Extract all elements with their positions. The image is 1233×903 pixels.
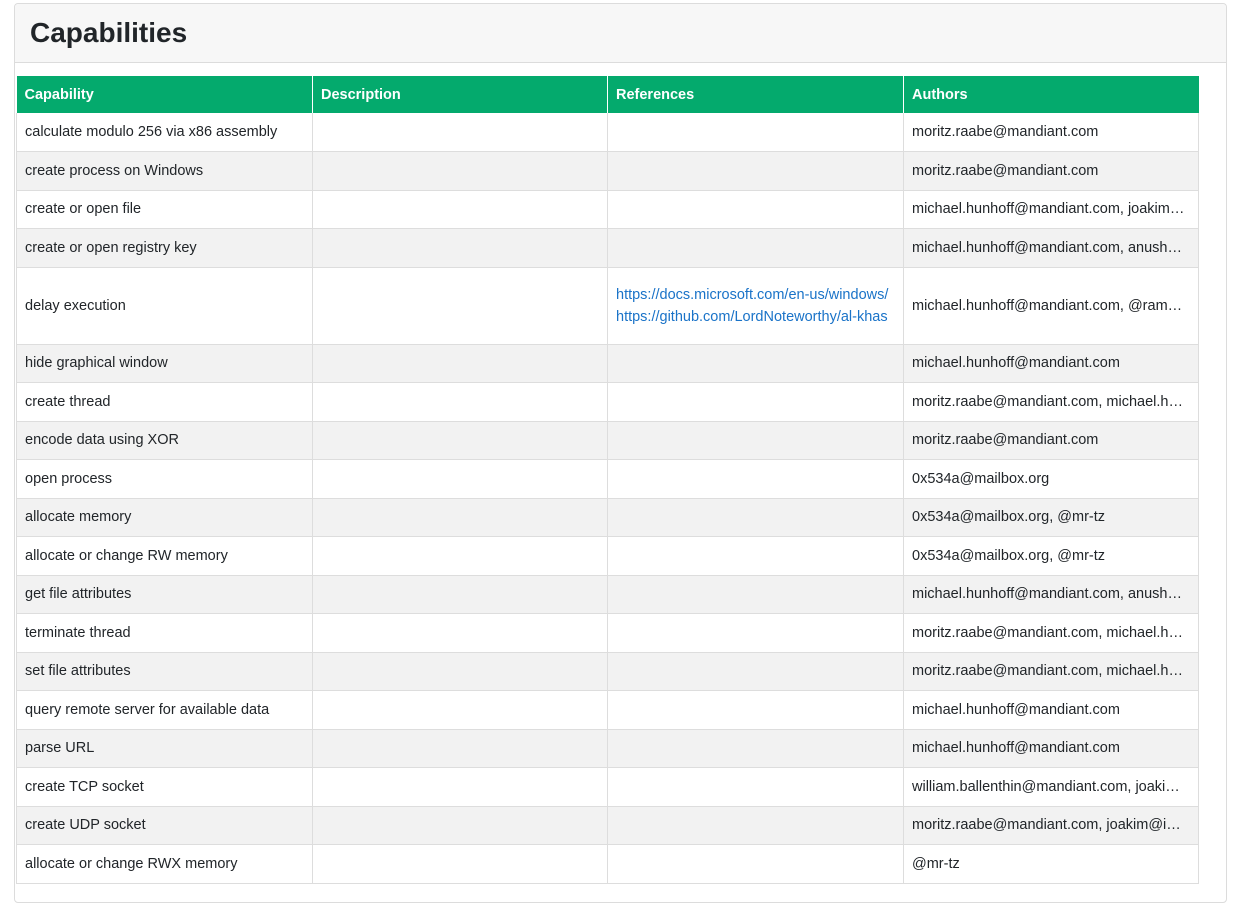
references-cell bbox=[608, 267, 904, 344]
authors-cell: michael.hunhoff@mandiant.com, anush… bbox=[904, 229, 1199, 268]
authors-cell: michael.hunhoff@mandiant.com bbox=[904, 691, 1199, 730]
description-cell bbox=[313, 421, 608, 460]
table-row bbox=[17, 460, 1199, 499]
description-cell bbox=[313, 537, 608, 576]
authors-cell: moritz.raabe@mandiant.com, michael.h… bbox=[904, 614, 1199, 653]
table-row bbox=[17, 152, 1199, 191]
references-cell bbox=[608, 614, 904, 653]
capability-cell: hide graphical window bbox=[17, 344, 313, 383]
description-cell bbox=[313, 806, 608, 845]
capability-cell: create thread bbox=[17, 383, 313, 422]
column-header-description[interactable]: Description bbox=[313, 76, 608, 113]
description-cell bbox=[313, 845, 608, 884]
table-row bbox=[17, 498, 1199, 537]
references-cell bbox=[608, 498, 904, 537]
capability-cell: open process bbox=[17, 460, 313, 499]
references-cell bbox=[608, 190, 904, 229]
capability-cell: create process on Windows bbox=[17, 152, 313, 191]
references-cell bbox=[608, 421, 904, 460]
description-cell bbox=[313, 460, 608, 499]
capability-cell: create TCP socket bbox=[17, 768, 313, 807]
table-row bbox=[17, 806, 1199, 845]
authors-cell: michael.hunhoff@mandiant.com, @ram… bbox=[904, 267, 1199, 344]
table-header bbox=[17, 76, 1199, 113]
column-header-capability[interactable]: Capability bbox=[17, 76, 313, 113]
references-cell bbox=[608, 691, 904, 730]
description-cell bbox=[313, 652, 608, 691]
table-row bbox=[17, 768, 1199, 807]
card-header bbox=[15, 4, 1226, 63]
references-cell bbox=[608, 537, 904, 576]
authors-cell: moritz.raabe@mandiant.com, joakim@i… bbox=[904, 806, 1199, 845]
capability-cell: allocate memory bbox=[17, 498, 313, 537]
capability-cell: delay execution bbox=[17, 267, 313, 344]
capability-cell: allocate or change RW memory bbox=[17, 537, 313, 576]
capability-cell: encode data using XOR bbox=[17, 421, 313, 460]
description-cell bbox=[313, 575, 608, 614]
page-title: Capabilities bbox=[30, 17, 188, 48]
authors-cell: 0x534a@mailbox.org bbox=[904, 460, 1199, 499]
description-cell bbox=[313, 729, 608, 768]
table-row bbox=[17, 729, 1199, 768]
authors-cell: moritz.raabe@mandiant.com, michael.h… bbox=[904, 652, 1199, 691]
authors-cell: michael.hunhoff@mandiant.com bbox=[904, 344, 1199, 383]
table-row bbox=[17, 344, 1199, 383]
references-cell bbox=[608, 113, 904, 152]
capabilities-table-wrapper bbox=[16, 76, 1198, 884]
authors-cell: michael.hunhoff@mandiant.com, anush… bbox=[904, 575, 1199, 614]
authors-cell: william.ballenthin@mandiant.com, joaki… bbox=[904, 768, 1199, 807]
reference-link[interactable]: https://github.com/LordNoteworthy/al-khas bbox=[616, 308, 888, 325]
capability-cell: create or open file bbox=[17, 190, 313, 229]
references-cell bbox=[608, 652, 904, 691]
references-cell bbox=[608, 460, 904, 499]
capability-cell: calculate modulo 256 via x86 assembly bbox=[17, 113, 313, 152]
table-row bbox=[17, 229, 1199, 268]
references-cell bbox=[608, 383, 904, 422]
references-cell bbox=[608, 806, 904, 845]
capabilities-table bbox=[16, 76, 1199, 884]
table-row bbox=[17, 652, 1199, 691]
reference-link[interactable]: https://docs.microsoft.com/en-us/windows/ bbox=[616, 286, 889, 303]
authors-cell: moritz.raabe@mandiant.com bbox=[904, 152, 1199, 191]
references-cell bbox=[608, 729, 904, 768]
capability-cell: get file attributes bbox=[17, 575, 313, 614]
description-cell bbox=[313, 344, 608, 383]
references-cell bbox=[608, 575, 904, 614]
table-row bbox=[17, 113, 1199, 152]
authors-cell: 0x534a@mailbox.org, @mr-tz bbox=[904, 498, 1199, 537]
references-cell bbox=[608, 229, 904, 268]
capability-cell: terminate thread bbox=[17, 614, 313, 653]
authors-cell: @mr-tz bbox=[904, 845, 1199, 884]
capability-cell: create UDP socket bbox=[17, 806, 313, 845]
authors-cell: moritz.raabe@mandiant.com bbox=[904, 421, 1199, 460]
table-body bbox=[17, 113, 1199, 883]
references-cell bbox=[608, 768, 904, 807]
table-row bbox=[17, 614, 1199, 653]
references-cell bbox=[608, 344, 904, 383]
description-cell bbox=[313, 691, 608, 730]
column-header-references[interactable]: References bbox=[608, 76, 904, 113]
description-cell bbox=[313, 768, 608, 807]
authors-cell: moritz.raabe@mandiant.com, michael.h… bbox=[904, 383, 1199, 422]
capability-cell: parse URL bbox=[17, 729, 313, 768]
table-header-row bbox=[17, 76, 1199, 113]
description-cell bbox=[313, 383, 608, 422]
table-row bbox=[17, 845, 1199, 884]
capability-cell: allocate or change RWX memory bbox=[17, 845, 313, 884]
references-cell bbox=[608, 152, 904, 191]
table-row bbox=[17, 421, 1199, 460]
description-cell bbox=[313, 229, 608, 268]
description-cell bbox=[313, 113, 608, 152]
capability-cell: set file attributes bbox=[17, 652, 313, 691]
table-row bbox=[17, 691, 1199, 730]
table-row bbox=[17, 575, 1199, 614]
authors-cell: michael.hunhoff@mandiant.com bbox=[904, 729, 1199, 768]
table-row bbox=[17, 190, 1199, 229]
authors-cell: moritz.raabe@mandiant.com bbox=[904, 113, 1199, 152]
references-cell bbox=[608, 845, 904, 884]
authors-cell: michael.hunhoff@mandiant.com, joakim… bbox=[904, 190, 1199, 229]
table-row bbox=[17, 537, 1199, 576]
capability-cell: query remote server for available data bbox=[17, 691, 313, 730]
capability-cell: create or open registry key bbox=[17, 229, 313, 268]
description-cell bbox=[313, 152, 608, 191]
description-cell bbox=[313, 267, 608, 344]
column-header-authors[interactable]: Authors bbox=[904, 76, 1199, 113]
authors-cell: 0x534a@mailbox.org, @mr-tz bbox=[904, 537, 1199, 576]
description-cell bbox=[313, 614, 608, 653]
description-cell bbox=[313, 190, 608, 229]
description-cell bbox=[313, 498, 608, 537]
table-row bbox=[17, 383, 1199, 422]
table-row bbox=[17, 267, 1199, 344]
